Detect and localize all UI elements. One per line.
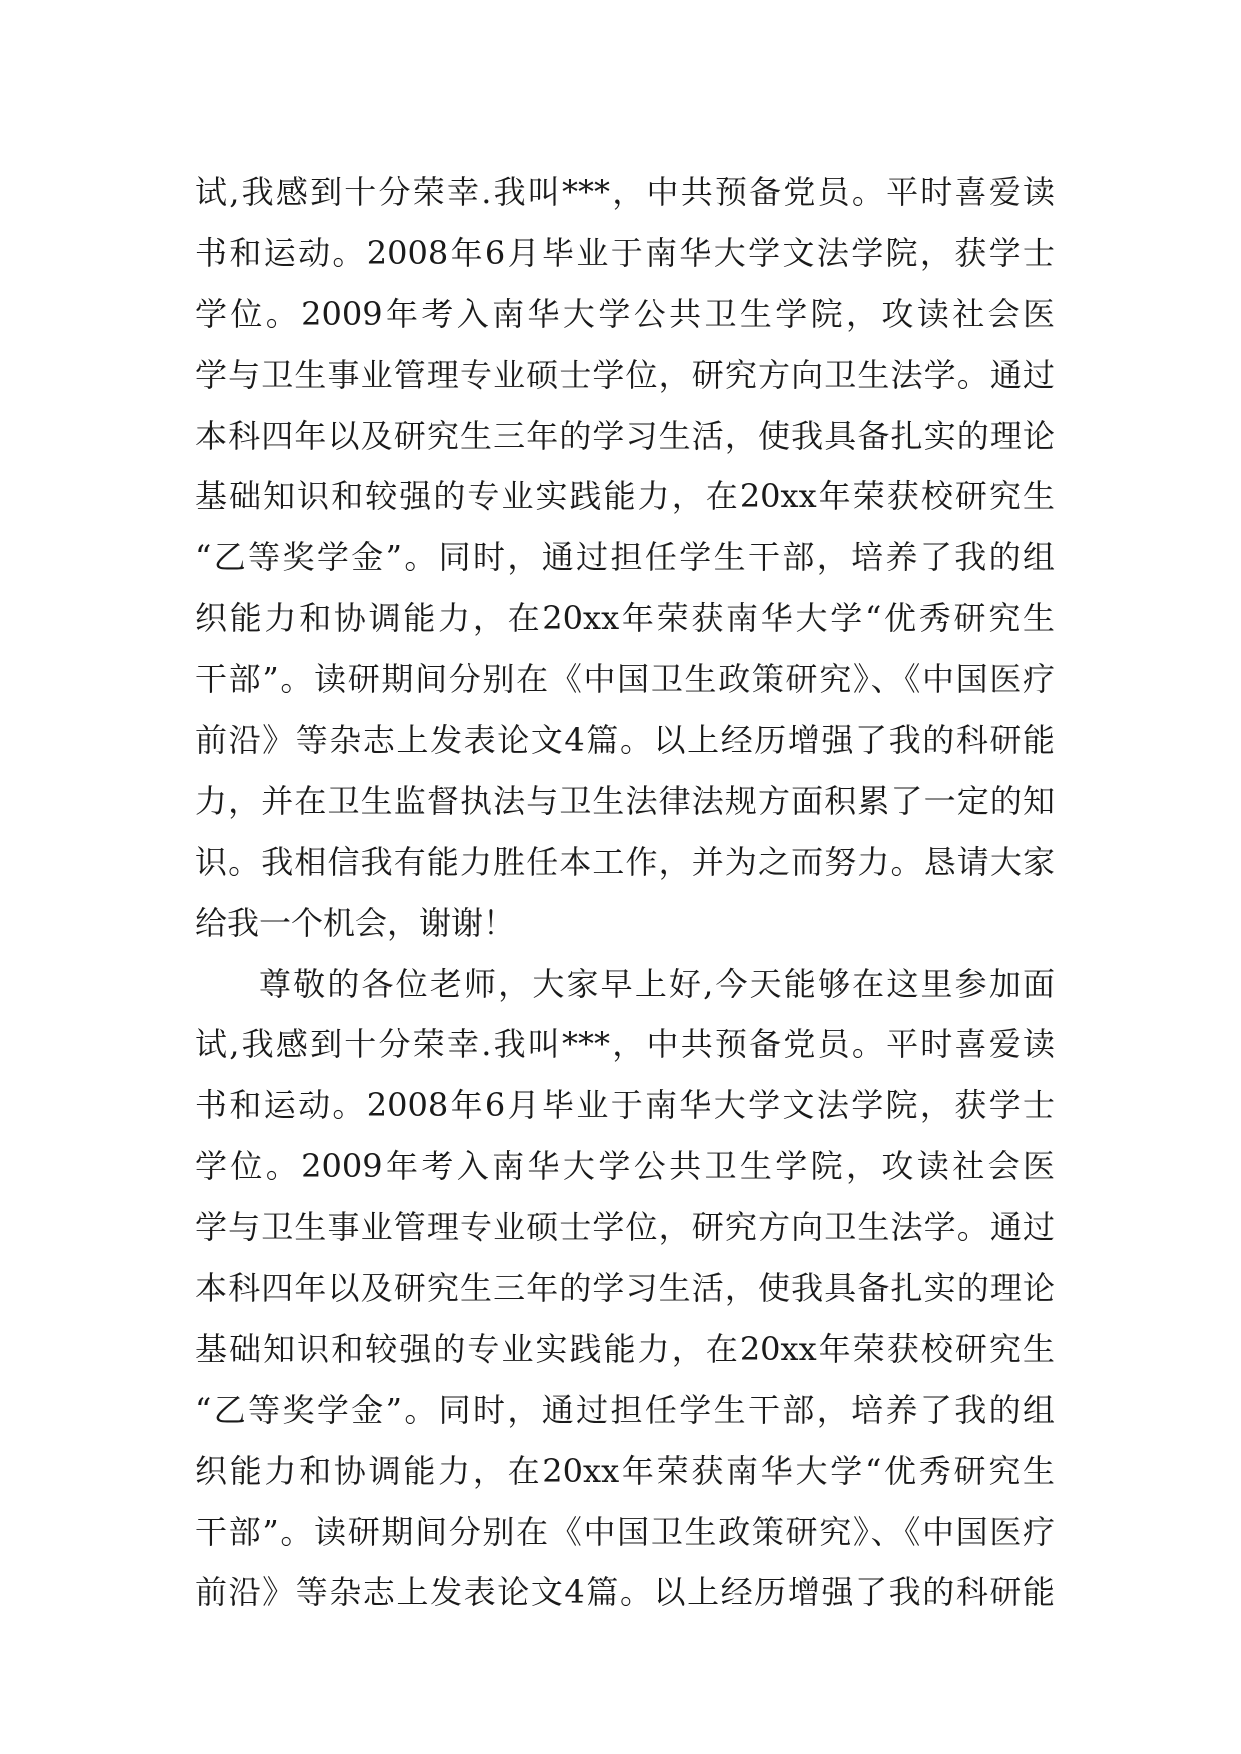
- text-line: 试,我感到十分荣幸.我叫***，中共预备党员。平时喜爱读: [195, 1025, 1055, 1064]
- text-line: “乙等奖学金”。同时，通过担任学生干部，培养了我的组: [195, 538, 1055, 577]
- text-line: 学与卫生事业管理专业硕士学位，研究方向卫生法学。通过: [195, 1208, 1055, 1247]
- paragraph-end-line: 给我一个机会，谢谢！: [195, 903, 516, 942]
- text-line: 学位。2009年考入南华大学公共卫生学院，攻读社会医: [195, 294, 1055, 333]
- text-line: 力，并在卫生监督执法与卫生法律法规方面积累了一定的知: [195, 781, 1055, 820]
- text-line: 本科四年以及研究生三年的学习生活，使我具备扎实的理论: [195, 1269, 1055, 1308]
- text-line: 干部”。读研期间分别在《中国卫生政策研究》、《中国医疗: [195, 1512, 1055, 1551]
- text-line: 书和运动。2008年6月毕业于南华大学文法学院，获学士: [195, 233, 1055, 272]
- text-line: 学位。2009年考入南华大学公共卫生学院，攻读社会医: [195, 1147, 1055, 1186]
- text-line: 前沿》等杂志上发表论文4篇。以上经历增强了我的科研能: [195, 1573, 1055, 1612]
- text-line: 本科四年以及研究生三年的学习生活，使我具备扎实的理论: [195, 416, 1055, 455]
- text-line: 织能力和协调能力，在20xx年荣获南华大学“优秀研究生: [195, 599, 1055, 638]
- body-text: [195, 162, 1055, 1623]
- text-line: 织能力和协调能力，在20xx年荣获南华大学“优秀研究生: [195, 1451, 1055, 1490]
- text-line: 书和运动。2008年6月毕业于南华大学文法学院，获学士: [195, 1086, 1055, 1125]
- text-line: 识。我相信我有能力胜任本工作，并为之而努力。恳请大家: [195, 842, 1055, 881]
- text-line: 干部”。读研期间分别在《中国卫生政策研究》、《中国医疗: [195, 660, 1055, 699]
- text-line: 前沿》等杂志上发表论文4篇。以上经历增强了我的科研能: [195, 721, 1055, 760]
- text-line: “乙等奖学金”。同时，通过担任学生干部，培养了我的组: [195, 1390, 1055, 1429]
- text-line: 基础知识和较强的专业实践能力，在20xx年荣获校研究生: [195, 477, 1055, 516]
- text-line: 试,我感到十分荣幸.我叫***，中共预备党员。平时喜爱读: [195, 173, 1055, 211]
- paragraph-first-line: 尊敬的各位老师，大家早上好,今天能够在这里参加面: [259, 964, 1055, 1003]
- text-line: 学与卫生事业管理专业硕士学位，研究方向卫生法学。通过: [195, 355, 1055, 394]
- text-line: 基础知识和较强的专业实践能力，在20xx年荣获校研究生: [195, 1329, 1055, 1368]
